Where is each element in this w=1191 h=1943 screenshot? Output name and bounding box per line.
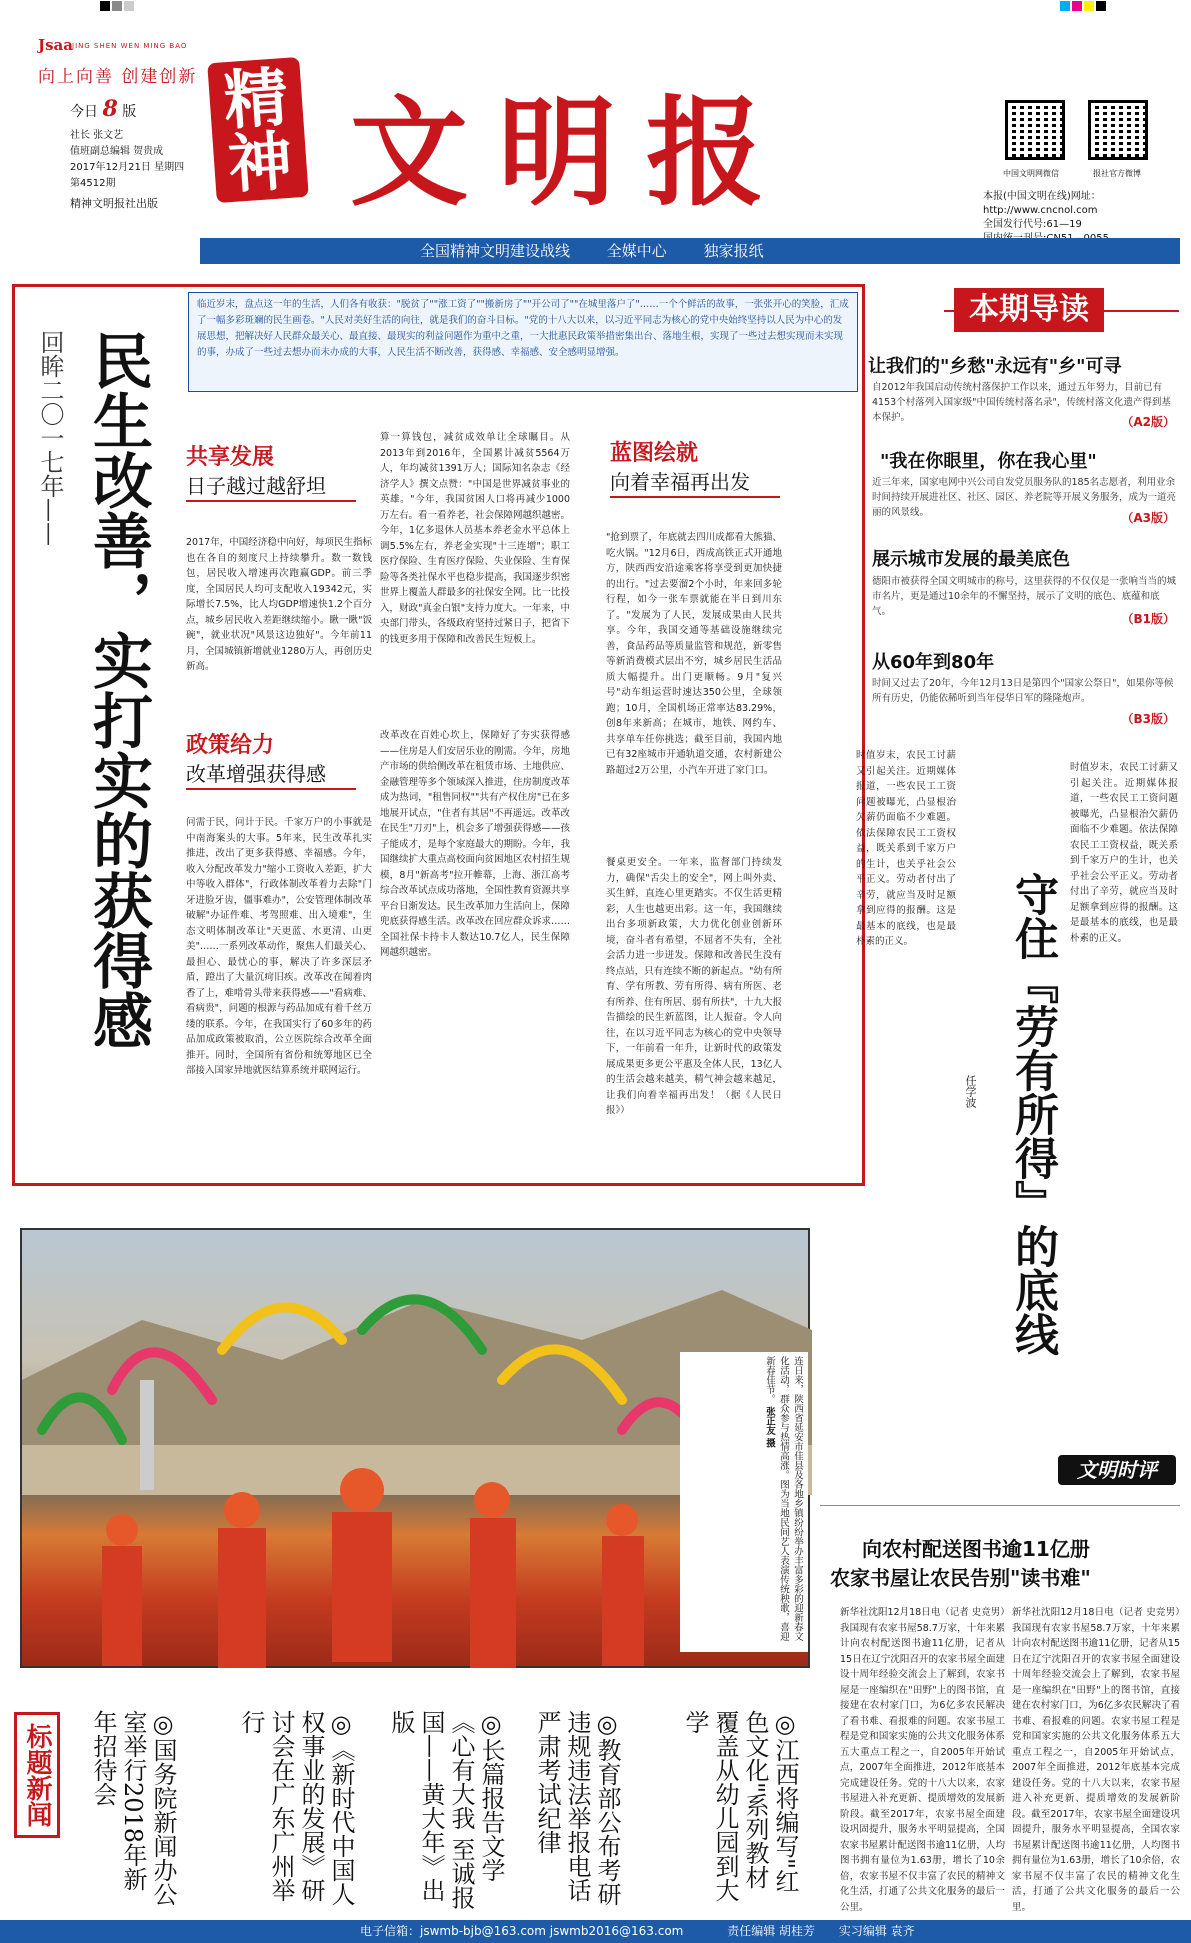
lead-col1b-text: 问需于民，问计于民。千家万户的小事就是中南海案头的大事。5年来，民生改革扎实推进，改出了更多获得感、幸福感。今年，收入分配改革发力"缩小工资收入差距，扩大中等收入群体"，行政体制改革着力去除"门牙进脸牙齿，僵事难办"，公安管理体制改革破解"办证件难、考驾照难、出入境难"，生态文明体制改革让"天更蓝、水更清、山更美"……一系列改革动作，聚焦人们最关心、最担心、最忧心的事，解决了许多深层矛盾，蹬出了大量沉疴旧疾。改革改在闻着肉香了上，难啃骨头带来获得感——"看病难、看病贵"，问题的根源与药品加成有着千丝万缕的联系。今年，在我国实行了60多年的药品加成政策被取消，公立医院综合改革全面推开。同时，全国所有省份和统筹地区已全部接入国家异地就医结算系统并联网运行。 xyxy=(186,817,372,1076)
issue-date: 2017年12月21日 星期四 xyxy=(70,162,185,173)
lead-intro: 临近岁末，盘点这一年的生活，人们各有收获："脱贫了""涨工资了""搬新房了""开公司了""在城里落户了"……一个个鲜活的故事，一张张开心的笑脸，汇成了一幅多彩斑斓的民生画卷。"人民对美好生活的向往，就是我们的奋斗目标。"党的十八大以来，以习近平同志为核心的党中央始终坚持以人民为中心的发展思想，把解决好人民群众最关心、最直接、最现实的利益问题作为重中之重，一大批惠民政策举措密集出台、落地生根，实现了一些过去想实现而未实现的事，办成了一些过去想办而未办成的大事，人民生活不断改善，获得感、幸福感、安全感明显增强。 xyxy=(188,292,858,392)
section-rule xyxy=(610,496,780,498)
meta-site-label: 本报(中国文明在线)网址： xyxy=(983,191,1101,202)
brief-item-2[interactable]: ◎《新时代中国人权事业的发展》研讨会在广东广州举行 xyxy=(237,1710,355,1906)
qr-code-wechat[interactable] xyxy=(1005,100,1065,160)
section-rule xyxy=(186,788,356,790)
qr-label-weibo: 报社官方微博 xyxy=(1093,169,1141,178)
footer-email[interactable]: 电子信箱：jswmb-bjb@163.com jswmb2016@163.com xyxy=(360,1924,684,1938)
registration-marks xyxy=(0,0,1191,12)
guide-item-tag-4[interactable]: （B3版） xyxy=(1121,712,1175,726)
bottom-news-subheadline[interactable]: 农家书屋让农民告别"读书难" xyxy=(830,1566,1091,1590)
commentary-text-left: 时值岁末，农民工讨薪又引起关注。近期媒体报道，一些农民工工资问题被曝光，凸显根治欠薪仍面临不少难题。依法保障农民工工资权益，既关系到千家万户的生计，也关乎社会公平正义。劳动者付出了辛劳，就应当及时足额拿到应得的报酬。这是最基本的底线，也是最朴素的正义。 xyxy=(856,750,956,947)
brief-item-1[interactable]: ◎国务院新闻办公室举行2018年新年招待会 xyxy=(89,1710,177,1906)
guide-item-text-4: 时间又过去了20年，今年12月13日是第四个"国家公祭日"，如果你等候所有历史，仍能依稀听到当年侵华日军的隆隆炮声。 xyxy=(872,678,1174,704)
photo-credit: 张正友 摄 xyxy=(764,1406,775,1448)
lead-col3-text: "抢到票了，年底就去四川成都看大熊猫、吃火锅。"12月6日，西成高铁正式开通地方，陕西西安沿途乘客将享受到更加快捷的出行。"过去要溜2个小时，年来回多轮行程，如今一张车票就能在半日到川东了。"发展为了人民，发展成果由人民共享。今年，我国交通等基础设施继续完善，食品药品等质量监管和规范，新零售等新消费模式层出不穷，城乡居民生活品质大幅提升。出门更顺畅。9月"复兴号"动车组运营时速达350公里，全球领跑；10月，全国机场正常率达83.29%，创8年来新高；在城市，地铁、网约车、共享单车任你挑选；截至目前，我国内地已有32座城市开通轨道交通，农村新建公路超过2万公里，小汽车开进了家门口。 xyxy=(606,532,782,776)
lead-kicker: 回眸二〇一七年—— xyxy=(36,330,64,546)
commentary-title[interactable]: 守住『劳有所得』的底线 xyxy=(1007,872,1058,1356)
deputy-editor: 值班副总编辑 贺贵成 xyxy=(70,146,164,157)
guide-item-tag-2[interactable]: （A3版） xyxy=(1121,511,1175,525)
guide-header: 本期导读 xyxy=(954,288,1104,332)
brief-item-3[interactable]: ◎长篇报告文学《心有大我 至诚报国——黄大年》出版 xyxy=(387,1710,505,1910)
guide-item-text-2: 近三年来，国家电网中兴公司自发党员服务队的185名志愿者，利用业余时间持续开展进社区、社区、园区、养老院等开展义务服务，成为一道亮丽的风景线。 xyxy=(872,477,1177,518)
section-title-policy: 政策给力 xyxy=(186,732,275,758)
footer-intern: 实习编辑 袁齐 xyxy=(838,1924,915,1938)
brief-item-4[interactable]: ◎教育部公布考研违规违法举报电话严肃考试纪律 xyxy=(533,1710,621,1906)
commentary-text-right: 时值岁末，农民工讨薪又引起关注。近期媒体报道，一些农民工工资问题被曝光，凸显根治欠薪仍面临不少难题。依法保障农民工工资权益，既关系到千家万户的生计，也关乎社会公平正义。劳动者付出了辛劳，就应当及时足额拿到应得的报酬。这是最基本的底线，也是最朴素的正义。 xyxy=(1070,762,1178,944)
qr-label-wechat: 中国文明网微信 xyxy=(1003,169,1059,178)
nav-item-media[interactable]: 全媒中心 xyxy=(606,242,667,260)
today-suffix: 版 xyxy=(122,104,137,120)
lead-headline[interactable]: 民生改善，实打实的获得感 xyxy=(83,330,153,1050)
issue-number: 第4512期 xyxy=(70,178,116,189)
commentary-stamp: 文明时评 xyxy=(1058,1455,1176,1485)
today-prefix: 今日 xyxy=(70,104,98,120)
logo-pinyin: JING SHEN WEN MING BAO xyxy=(72,42,188,50)
nav-bar xyxy=(200,238,1180,264)
qr-code-weibo[interactable] xyxy=(1088,100,1148,160)
section-title-blueprint: 蓝图绘就 xyxy=(610,440,699,466)
today-pages xyxy=(70,96,136,122)
logo-mark: Jsaa xyxy=(38,36,73,54)
headline-news-label: 标题新闻 xyxy=(14,1712,60,1838)
guide-item-text-1: 自2012年我国启动传统村落保护工作以来，通过五年努力，目前已有4153个村落列入国家级"中国传统村落名录"，传统村落文化遗产得到基本保护。 xyxy=(872,382,1171,423)
meta-url[interactable]: http://www.cncnol.com xyxy=(983,205,1098,216)
bottom-news-text-2: 新华社沈阳12月18日电（记者 史竞男）我国现有农家书屋58.7万家，十年来累计向农村配送图书逾11亿册，记者从15日在辽宁沈阳召开的农家书屋全面建设十周年经验交流会上了解到，农家书屋是一座编织在"田野"上的图书馆，直接建在农村家门口，为6亿多农民解决了看书难、看报难的问题。农家书屋工程是党和国家实施的公共文化服务体系五大重点工程之一，自2005年开始试点，2007年全面推进，2012年底基本完成建设任务。党的十八大以来，农家书屋进入补充更新、提质增效的发展新阶段。截至2017年，农家书屋全面建设巩固提升，服务水平明显提高，全国农家书屋累计配送图书逾11亿册，人均图书拥有量位为1.63册，增长了10余倍，农家书屋不仅丰富了农民的精神文化生活，打通了公共文化服务的最后一公里。 xyxy=(1012,1607,1180,1913)
publisher: 精神文明报社出版 xyxy=(70,197,158,210)
lead-col1-text: 2017年，中国经济稳中向好，每项民生指标也在各自的刻度尺上持续攀升。数一数钱包，居民收入增速再次跑赢GDP。前三季度，全国居民人均可支配收入19342元，实际增长7.5%，比人均GDP增速快1.2个百分点，城乡居民收入差距继续缩小。瞅一瞅"饭碗"，就业状况"风景这边独好"。今年前11月，全国城镇新增就业1280万人，再创历史新高。 xyxy=(186,537,372,672)
guide-item-title-1[interactable]: 让我们的"乡愁"永远有"乡"可寻 xyxy=(868,356,1122,377)
today-page-count: 8 xyxy=(102,96,118,122)
nav-item-exclusive[interactable]: 独家报纸 xyxy=(703,242,764,260)
title-seal: 精神 xyxy=(207,57,309,203)
newspaper-title: 文明报 xyxy=(350,83,795,222)
bottom-news-text-1: 新华社沈阳12月18日电（记者 史竞男）我国现有农家书屋58.7万家，十年来累计向农村配送图书逾11亿册，记者从15日在辽宁沈阳召开的农家书屋全面建设十周年经验交流会上了解到，农家书屋是一座编织在"田野"上的图书馆，直接建在农村家门口，为6亿多农民解决了看书难、看报难的问题。农家书屋工程是党和国家实施的公共文化服务体系五大重点工程之一，自2005年开始试点，2007年全面推进，2012年底基本完成建设任务。党的十八大以来，农家书屋进入补充更新、提质增效的发展新阶段。截至2017年，农家书屋全面建设巩固提升，服务水平明显提高，全国农家书屋累计配送图书逾11亿册，人均图书拥有量位为1.63册，增长了10余倍，农家书屋不仅丰富了农民的精神文化生活，打通了公共文化服务的最后一公里。 xyxy=(840,1607,1005,1913)
section-title-shared: 共享发展 xyxy=(186,444,275,470)
guide-item-title-2[interactable]: "我在你眼里，你在我心里" xyxy=(880,451,1097,472)
guide-item-text-3: 德阳市被获得全国文明城市的称号，这里获得的不仅仅是一张响当当的城市名片，更是通过10余年的不懈坚持，展示了文明的底色、底蕴和底气。 xyxy=(872,576,1177,617)
section-subtitle-policy: 改革增强获得感 xyxy=(186,762,326,786)
meta-distribution: 全国发行代号:61—19 xyxy=(983,219,1082,230)
guide-item-tag-1[interactable]: （A2版） xyxy=(1121,415,1175,429)
guide-item-tag-3[interactable]: （B1版） xyxy=(1121,612,1175,626)
lead-col2b-text: 改革改在百姓心坎上，保障好了夯实获得感——住房是人们安居乐业的刚需。今年，房地产市场的供给侧改革在租赁市场、土地供应、金融管理等多个领域深入推进，住房制度改革成为热词，"租售同权""共有产权住房"已在多地展开试点，"住者有其居"不再遥远。改革改在民生"刀刃"上，机会多了增强获得感——孩子能成才，是每个家庭最大的期盼。今年，我国继续扩大重点高校面向贫困地区农村招生规模，8月"新高考"拉开帷幕，上海、浙江高考综合改革试点成功落地，全国性教育资源共享平台日渐发达。民生改革加力生活向上，保障兜底获得感生活。改革改在回应群众诉求……全国社保卡持卡人数达10.7亿人，民生保障网越织越密。 xyxy=(380,730,571,958)
slogan: 向上向善 创建创新 xyxy=(38,67,198,87)
section-rule xyxy=(186,500,356,502)
photo-caption-text: 连日来，陕西省延安市佳县及各地乡镇纷纷举办丰富多彩的迎新春文化活动，群众参与热情高涨。图为当地民间艺人表演传统秧歌，喜迎新春佳节。 xyxy=(764,1356,803,1641)
footer-editor: 责任编辑 胡桂芳 xyxy=(727,1924,816,1938)
brief-item-5[interactable]: ◎江西将编写"红色文化"系列教材覆盖从幼儿园到大学 xyxy=(681,1710,799,1902)
guide-item-title-4[interactable]: 从60年到80年 xyxy=(872,652,995,673)
nav-item-civilization[interactable]: 全国精神文明建设战线 xyxy=(420,242,571,260)
photo-caption xyxy=(680,1352,808,1652)
lead-col3b-text: 餐桌更安全。一年来，监督部门持续发力，确保"舌尖上的安全"，网上叫外卖、买生鲜，直连心里更踏实。不仅生活更精彩，人生也越更出彩。这一年，我国继续出台多项新政策，大力优化创业创新环境，奋斗者有希望，不屈者不失有，全社会活力进一步迸发。保障和改善民生没有终点站，只有连续不断的新起点。"幼有所育、学有所教、劳有所得、病有所医、老有所养、住有所居、弱有所扶"，十九大报告描绘的民生新蓝图，让人振奋。令人向往，在以习近平同志为核心的党中央领导下，一年前看一年升，让新时代的政策发展成果更多更公平惠及全体人民，13亿人的生活会越来越美，精气神会越来越足，让我们向着幸福再出发！（据《人民日报》） xyxy=(606,857,782,1116)
divider xyxy=(820,1505,1180,1506)
commentary-author: 任学波 xyxy=(964,1075,977,1108)
guide-item-title-3[interactable]: 展示城市发展的最美底色 xyxy=(872,549,1070,570)
section-subtitle-shared: 日子越过越舒坦 xyxy=(186,474,326,498)
lead-col2-text: 算一算钱包，减贫成效单让全球瞩目。从2013年到2016年，全国累计减贫5564万人，年均减贫1391万人；国际知名杂志《经济学人》撰文点赞："中国是世界减贫事业的英雄。"今年，我国贫困人口将再减少1000万左右。看一看养老，社会保障网越织越密。今年，1亿多退休人员基本养老金水平总体上调5.5%左右，养老金实现"十三连增"；职工医疗保险、生育医疗保险、失业保险、生育保险等各类社保水平也稳步提高，我国逐步织密世界上覆盖人群最多的社保安全网。比一比投入，财政"真金白银"支持力度大。一年来，中央部门带头，各级政府坚持过紧日子，把省下的钱更多用于保障和改善民生短板上。 xyxy=(380,432,571,645)
president: 社长 张文艺 xyxy=(70,130,124,141)
section-subtitle-blueprint: 向着幸福再出发 xyxy=(610,470,750,494)
bottom-news-headline[interactable]: 向农村配送图书逾11亿册 xyxy=(862,1537,1090,1561)
footer-bar xyxy=(0,1920,1191,1943)
